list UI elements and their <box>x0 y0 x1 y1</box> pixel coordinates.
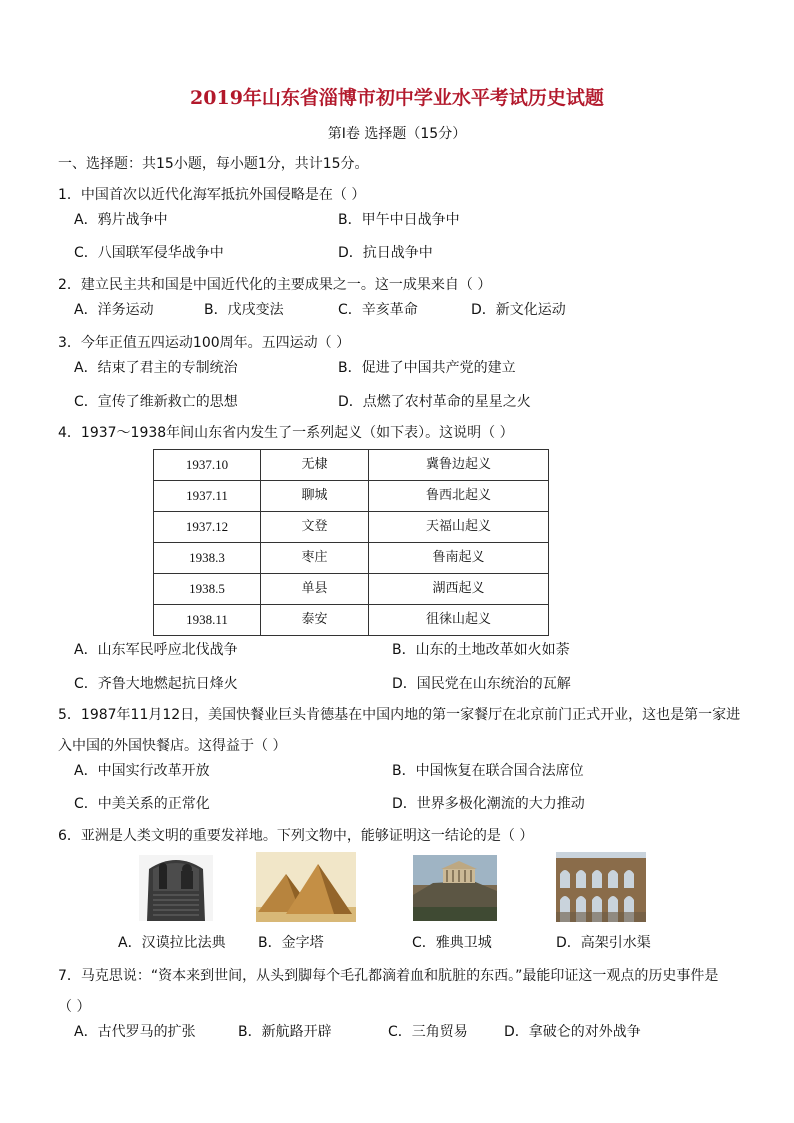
question-stem: 2．建立民主共和国是中国近代化的主要成果之一。这一成果来自（ ） <box>58 277 492 293</box>
section-instructions: 一、选择题：共15小题，每小题1分，共计15分。 <box>58 156 369 172</box>
option-d: D．世界多极化潮流的大力推动 <box>392 796 585 812</box>
uprising-name: 鲁西北起义 <box>369 481 549 512</box>
uprising-place: 枣庄 <box>261 543 369 574</box>
question-stem: 3．今年正值五四运动100周年。五四运动（ ） <box>58 335 351 351</box>
uprising-name: 天福山起义 <box>369 512 549 543</box>
option-b: B．甲午中日战争中 <box>338 212 460 228</box>
uprising-date: 1937.11 <box>154 481 261 512</box>
table-row <box>154 605 549 636</box>
option-d: D．拿破仑的对外战争 <box>504 1024 641 1040</box>
uprising-place: 聊城 <box>261 481 369 512</box>
option-d: D．抗日战争中 <box>338 245 433 261</box>
question-stem-line-2: 入中国的外国快餐店。这得益于（ ） <box>58 738 287 754</box>
uprisings-table <box>153 449 549 636</box>
uprising-place: 无棣 <box>261 450 369 481</box>
uprising-date: 1938.11 <box>154 605 261 636</box>
option-c: C．中美关系的正常化 <box>74 796 210 812</box>
question-stem-line-1: 5．1987年11月12日，美国快餐业巨头肯德基在中国内地的第一家餐厅在北京前门正式开业，这也是第一家进 <box>58 707 741 723</box>
pyramids-image <box>256 852 356 922</box>
question-stem: 1．中国首次以近代化海军抵抗外国侵略是在（ ） <box>58 187 366 203</box>
option-c: C．宣传了维新救亡的思想 <box>74 394 238 410</box>
uprising-place: 单县 <box>261 574 369 605</box>
option-a: A．中国实行改革开放 <box>74 763 210 779</box>
option-b: B．戊戌变法 <box>204 302 284 318</box>
table-row <box>154 543 549 574</box>
option-a: A．古代罗马的扩张 <box>74 1024 196 1040</box>
option-d: D．点燃了农村革命的星星之火 <box>338 394 531 410</box>
table-row <box>154 481 549 512</box>
uprising-name: 冀鲁边起义 <box>369 450 549 481</box>
table-row <box>154 450 549 481</box>
uprising-name: 鲁南起义 <box>369 543 549 574</box>
hammurabi-code-image <box>139 855 213 921</box>
option-c: C．齐鲁大地燃起抗日烽火 <box>74 676 238 692</box>
option-b: B．山东的土地改革如火如荼 <box>392 642 570 658</box>
uprising-place: 文登 <box>261 512 369 543</box>
uprising-name: 湖西起义 <box>369 574 549 605</box>
option-d: D．高架引水渠 <box>556 935 651 951</box>
option-a: A．汉谟拉比法典 <box>118 935 226 951</box>
table-row <box>154 512 549 543</box>
uprising-date: 1937.10 <box>154 450 261 481</box>
option-d: D．新文化运动 <box>471 302 566 318</box>
option-d: D．国民党在山东统治的瓦解 <box>392 676 571 692</box>
aqueduct-image <box>556 852 646 922</box>
question-stem-line-1: 7．马克思说：“资本来到世间，从头到脚每个毛孔都滴着血和肮脏的东西。”最能印证这一观点的历史事件是 <box>58 968 719 984</box>
question-stem: 4．1937～1938年间山东省内发生了一系列起义（如下表）。这说明（ ） <box>58 425 514 441</box>
option-c: C．三角贸易 <box>388 1024 468 1040</box>
uprising-date: 1938.5 <box>154 574 261 605</box>
option-a: A．山东军民呼应北伐战争 <box>74 642 238 658</box>
uprising-place: 泰安 <box>261 605 369 636</box>
athens-acropolis-image <box>413 855 497 921</box>
uprising-date: 1937.12 <box>154 512 261 543</box>
option-a: A．结束了君主的专制统治 <box>74 360 238 376</box>
option-c: C．八国联军侵华战争中 <box>74 245 224 261</box>
uprising-name: 徂徕山起义 <box>369 605 549 636</box>
option-c: C．雅典卫城 <box>412 935 492 951</box>
uprising-date: 1938.3 <box>154 543 261 574</box>
paper-section-heading: 第Ⅰ卷 选择题（15分） <box>327 126 467 142</box>
question-stem-line-2: （ ） <box>58 999 91 1015</box>
option-b: B．新航路开辟 <box>238 1024 332 1040</box>
exam-title: 2019年山东省淄博市初中学业水平考试历史试题 <box>190 87 604 109</box>
option-b: B．中国恢复在联合国合法席位 <box>392 763 584 779</box>
option-c: C．辛亥革命 <box>338 302 418 318</box>
option-b: B．促进了中国共产党的建立 <box>338 360 516 376</box>
table-row <box>154 574 549 605</box>
question-stem: 6．亚洲是人类文明的重要发祥地。下列文物中，能够证明这一结论的是（ ） <box>58 828 534 844</box>
option-a: A．鸦片战争中 <box>74 212 168 228</box>
option-a: A．洋务运动 <box>74 302 154 318</box>
option-b: B．金字塔 <box>258 935 324 951</box>
